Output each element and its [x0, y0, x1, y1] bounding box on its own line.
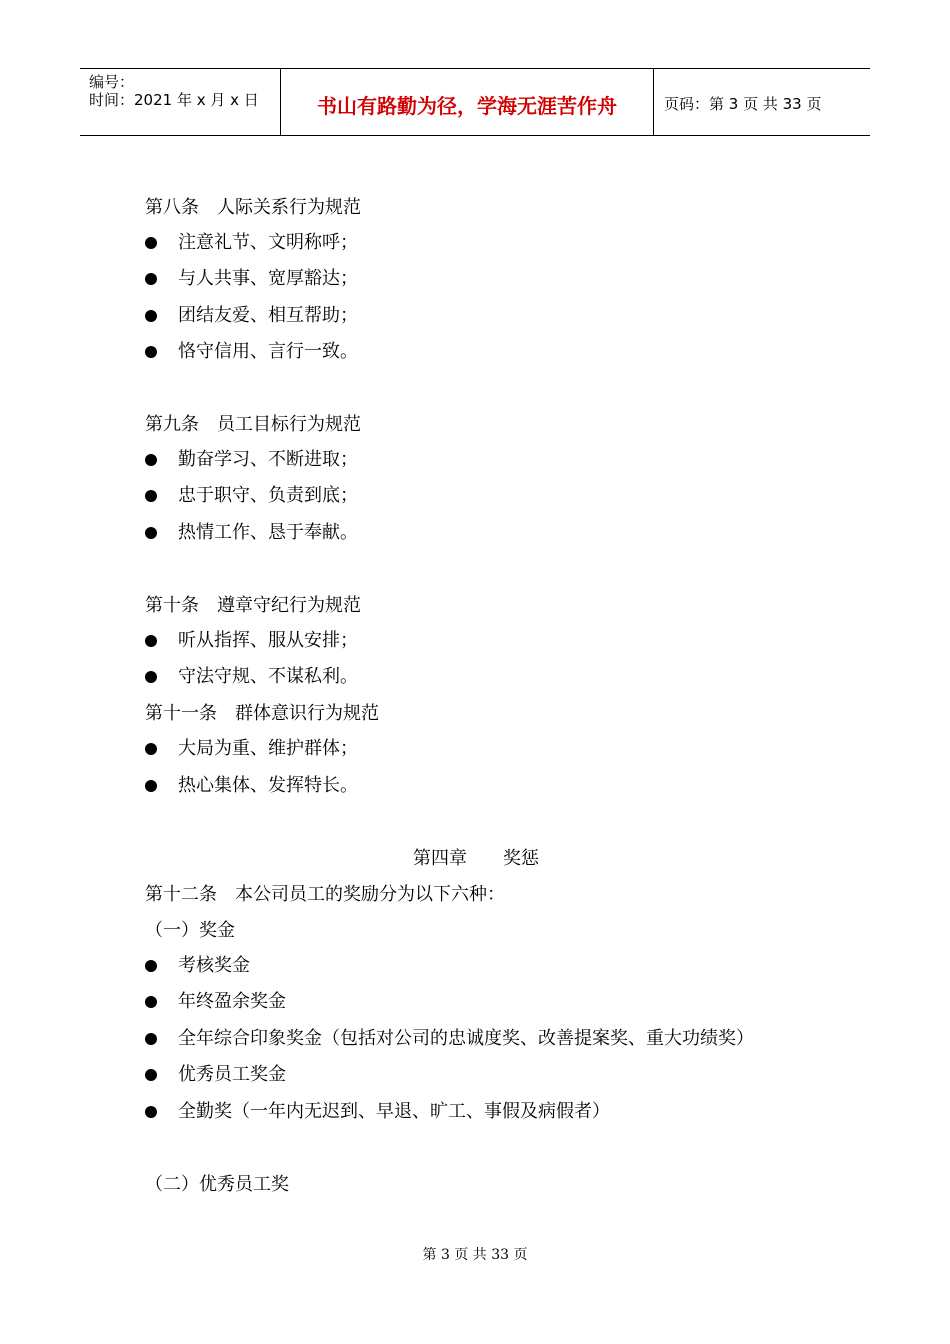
list-item: 注意礼节、文明称呼；: [178, 232, 358, 253]
bullet-icon: [145, 527, 157, 539]
list-item: 与人共事、宽厚豁达；: [178, 268, 358, 289]
list-item: 团结友爱、相互帮助；: [178, 305, 358, 326]
page-footer: 第 3 页 共 33 页: [422, 1247, 528, 1263]
chapter-4-title: 第四章 奖惩: [413, 848, 539, 869]
bullet-icon: [145, 237, 157, 249]
document-number-label: 编号：: [89, 73, 135, 91]
section-10-title: 第十条 遵章守纪行为规范: [145, 595, 361, 616]
bullet-icon: [145, 996, 157, 1008]
header-motto: 书山有路勤为径，学海无涯苦作舟: [281, 69, 654, 135]
bullet-icon: [145, 310, 157, 322]
bullet-icon: [145, 454, 157, 466]
bullet-icon: [145, 671, 157, 683]
list-item: 大局为重、维护群体；: [178, 738, 358, 759]
list-item: 全勤奖（一年内无迟到、早退、旷工、事假及病假者）: [178, 1101, 610, 1122]
list-item: 恪守信用、言行一致。: [178, 341, 358, 362]
bullet-icon: [145, 1033, 157, 1045]
bullet-icon: [145, 490, 157, 502]
list-item: 听从指挥、服从安排；: [178, 630, 358, 651]
list-item: 年终盈余奖金: [178, 991, 286, 1012]
subsection-bonus-title: （一）奖金: [145, 920, 235, 941]
list-item: 守法守规、不谋私利。: [178, 666, 358, 687]
list-item: 热情工作、恳于奉献。: [178, 522, 358, 543]
section-9-title: 第九条 员工目标行为规范: [145, 414, 361, 435]
header-page-info: 页码：第 3 页 共 33 页: [664, 94, 822, 113]
list-item: 忠于职守、负责到底；: [178, 485, 358, 506]
page-header: [80, 68, 870, 136]
bullet-icon: [145, 273, 157, 285]
bullet-icon: [145, 635, 157, 647]
subsection-excellent-employee-title: （二）优秀员工奖: [145, 1174, 289, 1195]
bullet-icon: [145, 1069, 157, 1081]
document-date: 时间：2021 年 x 月 x 日: [89, 91, 259, 109]
header-meta: [80, 69, 281, 135]
bullet-icon: [145, 960, 157, 972]
section-12-title: 第十二条 本公司员工的奖励分为以下六种：: [145, 884, 505, 905]
bullet-icon: [145, 346, 157, 358]
list-item: 优秀员工奖金: [178, 1064, 286, 1085]
section-11-title: 第十一条 群体意识行为规范: [145, 703, 379, 724]
bullet-icon: [145, 1106, 157, 1118]
list-item: 热心集体、发挥特长。: [178, 775, 358, 796]
section-8-title: 第八条 人际关系行为规范: [145, 197, 361, 218]
list-item: 考核奖金: [178, 955, 250, 976]
list-item: 勤奋学习、不断进取；: [178, 449, 358, 470]
bullet-icon: [145, 780, 157, 792]
bullet-icon: [145, 743, 157, 755]
list-item: 全年综合印象奖金（包括对公司的忠诚度奖、改善提案奖、重大功绩奖）: [178, 1028, 754, 1049]
